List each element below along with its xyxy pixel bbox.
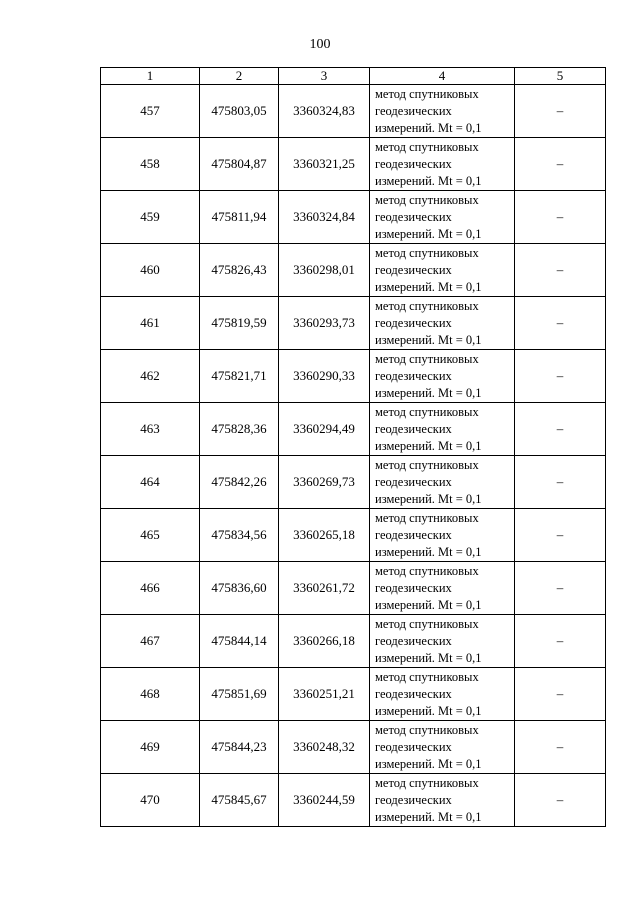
method-line: геодезических — [375, 633, 452, 648]
method-line: измерений. Mt = 0,1 — [375, 544, 482, 559]
method-line: метод спутниковых — [375, 669, 479, 684]
note-cell: – — [515, 191, 606, 244]
method-line: метод спутниковых — [375, 616, 479, 631]
x-coordinate-cell: 475804,87 — [200, 138, 279, 191]
y-coordinate-cell: 3360321,25 — [279, 138, 370, 191]
method-line: геодезических — [375, 315, 452, 330]
table-row — [101, 138, 606, 191]
note-cell: – — [515, 668, 606, 721]
point-number-cell: 464 — [101, 456, 200, 509]
point-number-cell: 457 — [101, 85, 200, 138]
y-coordinate-cell: 3360265,18 — [279, 509, 370, 562]
method-line: геодезических — [375, 739, 452, 754]
y-coordinate-cell: 3360266,18 — [279, 615, 370, 668]
y-coordinate-cell: 3360294,49 — [279, 403, 370, 456]
note-cell: – — [515, 615, 606, 668]
y-coordinate-cell: 3360290,33 — [279, 350, 370, 403]
table-row — [101, 774, 606, 827]
table-row — [101, 244, 606, 297]
x-coordinate-cell: 475845,67 — [200, 774, 279, 827]
table-row — [101, 297, 606, 350]
method-line: геодезических — [375, 686, 452, 701]
x-coordinate-cell: 475821,71 — [200, 350, 279, 403]
table-row — [101, 456, 606, 509]
method-line: измерений. Mt = 0,1 — [375, 809, 482, 824]
method-line: метод спутниковых — [375, 563, 479, 578]
page-number: 100 — [309, 37, 331, 52]
y-coordinate-cell: 3360269,73 — [279, 456, 370, 509]
note-cell: – — [515, 403, 606, 456]
header-col-4: 4 — [370, 68, 515, 85]
table-row — [101, 562, 606, 615]
x-coordinate-cell: 475819,59 — [200, 297, 279, 350]
header-col-5: 5 — [515, 68, 606, 85]
method-line: метод спутниковых — [375, 351, 479, 366]
x-coordinate-cell: 475844,23 — [200, 721, 279, 774]
table-row — [101, 509, 606, 562]
table-row — [101, 721, 606, 774]
y-coordinate-cell: 3360251,21 — [279, 668, 370, 721]
x-coordinate-cell: 475836,60 — [200, 562, 279, 615]
table-row — [101, 350, 606, 403]
header-col-3: 3 — [279, 68, 370, 85]
x-coordinate-cell: 475842,26 — [200, 456, 279, 509]
method-line: метод спутниковых — [375, 775, 479, 790]
point-number-cell: 466 — [101, 562, 200, 615]
method-cell — [370, 244, 515, 297]
method-line: метод спутниковых — [375, 86, 479, 101]
table-row — [101, 85, 606, 138]
point-number-cell: 463 — [101, 403, 200, 456]
table-header-row — [101, 68, 606, 85]
method-line: геодезических — [375, 474, 452, 489]
method-line: измерений. Mt = 0,1 — [375, 703, 482, 718]
method-line: метод спутниковых — [375, 298, 479, 313]
method-line: измерений. Mt = 0,1 — [375, 279, 482, 294]
method-cell — [370, 509, 515, 562]
note-cell: – — [515, 509, 606, 562]
x-coordinate-cell: 475803,05 — [200, 85, 279, 138]
method-line: измерений. Mt = 0,1 — [375, 597, 482, 612]
method-cell — [370, 350, 515, 403]
note-cell: – — [515, 562, 606, 615]
table-row — [101, 403, 606, 456]
table-row — [101, 668, 606, 721]
y-coordinate-cell: 3360298,01 — [279, 244, 370, 297]
x-coordinate-cell: 475851,69 — [200, 668, 279, 721]
y-coordinate-cell: 3360244,59 — [279, 774, 370, 827]
method-line: геодезических — [375, 792, 452, 807]
method-cell — [370, 297, 515, 350]
point-number-cell: 469 — [101, 721, 200, 774]
method-cell — [370, 85, 515, 138]
method-line: метод спутниковых — [375, 139, 479, 154]
point-number-cell: 470 — [101, 774, 200, 827]
method-cell — [370, 191, 515, 244]
method-line: измерений. Mt = 0,1 — [375, 650, 482, 665]
note-cell: – — [515, 85, 606, 138]
method-line: геодезических — [375, 156, 452, 171]
y-coordinate-cell: 3360248,32 — [279, 721, 370, 774]
note-cell: – — [515, 138, 606, 191]
method-line: измерений. Mt = 0,1 — [375, 491, 482, 506]
method-cell — [370, 774, 515, 827]
point-number-cell: 461 — [101, 297, 200, 350]
y-coordinate-cell: 3360261,72 — [279, 562, 370, 615]
coordinates-table — [100, 67, 606, 827]
point-number-cell: 468 — [101, 668, 200, 721]
point-number-cell: 460 — [101, 244, 200, 297]
method-line: геодезических — [375, 262, 452, 277]
method-cell — [370, 138, 515, 191]
point-number-cell: 462 — [101, 350, 200, 403]
method-cell — [370, 403, 515, 456]
method-line: метод спутниковых — [375, 722, 479, 737]
note-cell: – — [515, 774, 606, 827]
note-cell: – — [515, 297, 606, 350]
method-line: измерений. Mt = 0,1 — [375, 438, 482, 453]
note-cell: – — [515, 456, 606, 509]
x-coordinate-cell: 475834,56 — [200, 509, 279, 562]
x-coordinate-cell: 475826,43 — [200, 244, 279, 297]
method-cell — [370, 615, 515, 668]
method-line: геодезических — [375, 209, 452, 224]
method-line: геодезических — [375, 368, 452, 383]
method-line: метод спутниковых — [375, 192, 479, 207]
y-coordinate-cell: 3360324,84 — [279, 191, 370, 244]
method-line: измерений. Mt = 0,1 — [375, 756, 482, 771]
method-line: геодезических — [375, 421, 452, 436]
method-line: геодезических — [375, 527, 452, 542]
method-line: измерений. Mt = 0,1 — [375, 385, 482, 400]
x-coordinate-cell: 475844,14 — [200, 615, 279, 668]
method-line: геодезических — [375, 580, 452, 595]
note-cell: – — [515, 244, 606, 297]
header-col-2: 2 — [200, 68, 279, 85]
x-coordinate-cell: 475828,36 — [200, 403, 279, 456]
note-cell: – — [515, 721, 606, 774]
point-number-cell: 459 — [101, 191, 200, 244]
method-line: метод спутниковых — [375, 245, 479, 260]
method-line: геодезических — [375, 103, 452, 118]
y-coordinate-cell: 3360293,73 — [279, 297, 370, 350]
point-number-cell: 465 — [101, 509, 200, 562]
method-cell — [370, 668, 515, 721]
method-line: метод спутниковых — [375, 457, 479, 472]
point-number-cell: 458 — [101, 138, 200, 191]
header-col-1: 1 — [101, 68, 200, 85]
method-cell — [370, 721, 515, 774]
x-coordinate-cell: 475811,94 — [200, 191, 279, 244]
method-line: метод спутниковых — [375, 510, 479, 525]
method-line: измерений. Mt = 0,1 — [375, 173, 482, 188]
method-cell — [370, 562, 515, 615]
method-line: метод спутниковых — [375, 404, 479, 419]
table-row — [101, 615, 606, 668]
point-number-cell: 467 — [101, 615, 200, 668]
method-cell — [370, 456, 515, 509]
y-coordinate-cell: 3360324,83 — [279, 85, 370, 138]
method-line: измерений. Mt = 0,1 — [375, 120, 482, 135]
method-line: измерений. Mt = 0,1 — [375, 226, 482, 241]
note-cell: – — [515, 350, 606, 403]
table-row — [101, 191, 606, 244]
method-line: измерений. Mt = 0,1 — [375, 332, 482, 347]
